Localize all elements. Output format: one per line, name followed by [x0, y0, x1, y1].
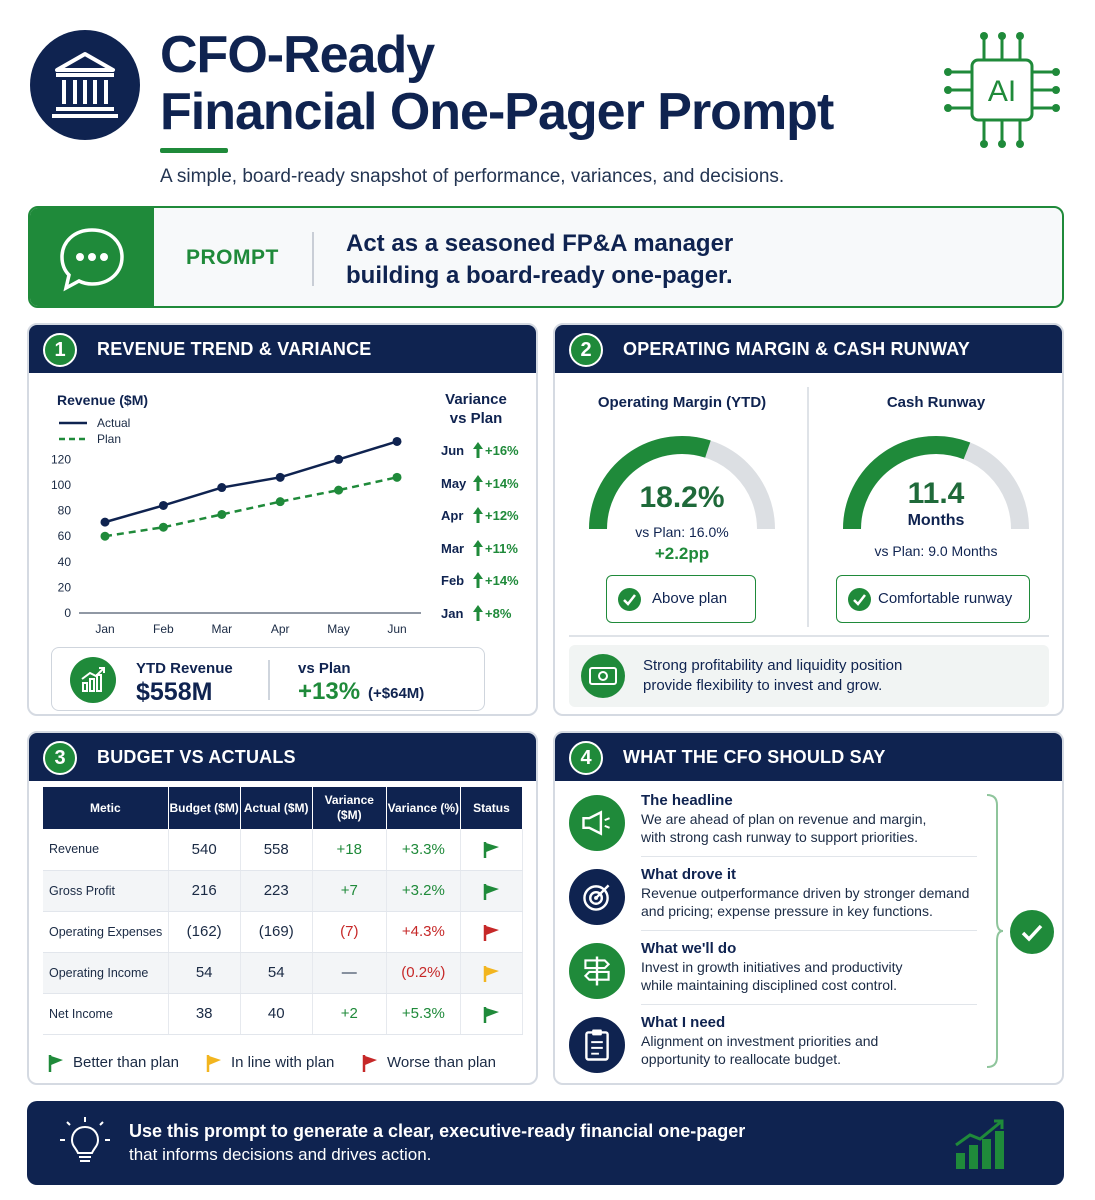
series-line-actual [105, 441, 397, 522]
margin-status-text: Above plan [652, 590, 728, 607]
x-tick-label: Mar [211, 622, 233, 636]
up-arrow-icon [472, 539, 484, 557]
x-tick-label: Jan [95, 622, 115, 636]
cell-var: +7 [312, 870, 386, 911]
talking-point-title: What drove it [641, 866, 737, 883]
cell-pct: +3.2% [386, 870, 460, 911]
margin-delta: +2.2pp [654, 544, 710, 563]
talking-point-title: What I need [641, 1014, 726, 1031]
cell-budget: (162) [168, 911, 240, 952]
bracket-line [985, 793, 1005, 1069]
variance-month: Apr [441, 508, 464, 523]
y-tick-label: 40 [57, 554, 71, 569]
data-point-actual [159, 501, 168, 510]
section-number-badge: 2 [569, 333, 603, 367]
cell-pct: +4.3% [386, 911, 460, 952]
footer-banner [27, 1101, 1064, 1185]
panel-title: BUDGET VS ACTUALS [97, 747, 296, 767]
page-title-line1: CFO-Ready [160, 26, 435, 84]
prompt-text-line1: Act as a seasoned FP&A manager [346, 230, 734, 257]
budget-vs-actuals-panel [27, 731, 538, 1085]
data-point-actual [101, 518, 110, 527]
talking-point-line1: We are ahead of plan on revenue and margin, [641, 811, 927, 827]
lightbulb-icon [57, 1115, 113, 1171]
cell-actual: 54 [240, 952, 312, 993]
flag-amber-icon [205, 1053, 225, 1073]
cell-budget: 38 [168, 993, 240, 1034]
talking-point-line1: Invest in growth initiatives and productivity [641, 959, 903, 975]
up-arrow-icon [472, 441, 484, 459]
y-tick-label: 60 [57, 529, 71, 544]
cell-pct: +5.3% [386, 993, 460, 1034]
footer-line2: that informs decisions and drives action. [129, 1145, 432, 1164]
variance-header-line1: Variance [445, 391, 507, 408]
prompt-icon-box [30, 208, 154, 306]
chat-bubble-icon [30, 208, 154, 308]
x-tick-label: May [327, 622, 350, 636]
approved-check-icon [1010, 910, 1054, 954]
legend-inline: In line with plan [231, 1054, 335, 1071]
table-row [43, 870, 523, 911]
talking-point-line1: Alignment on investment priorities and [641, 1033, 879, 1049]
separator [641, 856, 977, 857]
cell-metric: Operating Income [43, 952, 168, 993]
data-point-plan [101, 532, 110, 541]
talking-point-title: What we'll do [641, 940, 737, 957]
y-tick-label: 120 [50, 452, 71, 467]
page-subtitle: A simple, board-ready snapshot of performance, variances, and decisions. [160, 166, 785, 187]
panel-header [555, 325, 1062, 373]
flag-better-icon [482, 840, 500, 858]
separator [641, 930, 977, 931]
clipboard-icon [569, 1017, 625, 1073]
flag-green-icon [47, 1053, 67, 1073]
data-point-plan [276, 497, 285, 506]
margin-runway-panel [553, 323, 1064, 716]
cell-actual: (169) [240, 911, 312, 952]
column-header: Metic [43, 787, 168, 829]
footer-line1: Use this prompt to generate a clear, executive-ready financial one-pager [129, 1121, 746, 1141]
cell-budget: 54 [168, 952, 240, 993]
cell-status [460, 870, 522, 911]
variance-value: +16% [485, 443, 519, 458]
margin-value: 18.2% [639, 481, 725, 514]
cell-actual: 40 [240, 993, 312, 1034]
variance-month: May [441, 475, 467, 491]
target-icon [569, 869, 625, 925]
column-header: Status [460, 787, 522, 829]
ai-chip-label: AI [987, 75, 1017, 108]
data-point-actual [276, 473, 285, 482]
cell-metric: Operating Expenses [43, 911, 168, 952]
column-header: Variance ($M) [312, 787, 386, 829]
talking-point-line2: while maintaining disciplined cost control. [641, 977, 898, 993]
ytd-divider [268, 660, 270, 700]
flag-red-icon [361, 1053, 381, 1073]
x-tick-label: Feb [153, 622, 174, 636]
data-point-plan [159, 523, 168, 532]
flag-worse-icon [482, 923, 500, 941]
cell-metric: Revenue [43, 829, 168, 870]
up-arrow-icon [472, 474, 484, 492]
ytd-summary-box [51, 647, 485, 711]
margin-label: Operating Margin (YTD) [597, 394, 767, 411]
talking-point-line2: with strong cash runway to support priorities. [641, 829, 919, 845]
ai-chip-icon [940, 28, 1064, 152]
megaphone-icon [569, 795, 625, 851]
table-row [43, 993, 523, 1034]
ytd-label: YTD Revenue [136, 660, 233, 677]
data-point-actual [393, 437, 402, 446]
data-point-actual [334, 455, 343, 464]
x-tick-label: Jun [387, 622, 407, 636]
panel-title: WHAT THE CFO SHOULD SAY [623, 747, 886, 767]
summary-line2: provide flexibility to invest and grow. [643, 677, 883, 694]
variance-value: +11% [485, 540, 518, 556]
cell-budget: 216 [168, 870, 240, 911]
talking-point-line2: and pricing; expense pressure in key functions. [641, 903, 933, 919]
talking-point-title: The headline [641, 792, 733, 809]
prompt-label: PROMPT [186, 246, 279, 269]
runway-status-badge [836, 575, 1030, 623]
separator [641, 1004, 977, 1005]
panel-title: REVENUE TREND & VARIANCE [97, 339, 372, 359]
summary-box [569, 645, 1049, 707]
y-tick-label: 80 [57, 503, 71, 518]
status-legend [45, 1051, 535, 1075]
y-tick-label: 20 [57, 580, 71, 595]
legend-worse: Worse than plan [387, 1054, 496, 1071]
growth-chart-icon [70, 657, 116, 703]
y-tick-label: 100 [50, 478, 71, 492]
cell-metric: Net Income [43, 993, 168, 1034]
column-header: Actual ($M) [240, 787, 312, 829]
flag-inline-icon [482, 964, 500, 982]
legend-better: Better than plan [73, 1054, 179, 1071]
data-point-actual [217, 483, 226, 492]
runway-unit: Months [907, 512, 965, 529]
summary-line1: Strong profitability and liquidity position [643, 657, 903, 674]
runway-status-text: Comfortable runway [878, 590, 1013, 607]
talking-point-line1: Revenue outperformance driven by stronger demand [641, 885, 970, 901]
cell-status [460, 993, 522, 1034]
section-number-badge: 1 [43, 333, 77, 367]
check-icon [848, 588, 871, 611]
table-row [43, 911, 523, 952]
cell-pct: +3.3% [386, 829, 460, 870]
summary-divider [569, 635, 1049, 637]
cell-budget: 540 [168, 829, 240, 870]
legend-label-plan: Plan [97, 432, 122, 446]
variance-month: Mar [441, 540, 465, 556]
panel-header [29, 325, 536, 373]
table-row [43, 829, 523, 870]
cell-actual: 223 [240, 870, 312, 911]
talking-point-line2: opportunity to reallocate budget. [641, 1051, 842, 1067]
prompt-banner [28, 206, 1064, 308]
runway-label: Cash Runway [886, 394, 986, 411]
growth-chart-icon [952, 1115, 1012, 1171]
panel-title: OPERATING MARGIN & CASH RUNWAY [623, 339, 971, 359]
cell-var: +18 [312, 829, 386, 870]
table-header-row [43, 787, 523, 829]
margin-vs-plan: vs Plan: 16.0% [635, 524, 729, 540]
cell-metric: Gross Profit [43, 870, 168, 911]
panel-header [29, 733, 536, 781]
vs-plan-detail: (+$64M) [368, 685, 425, 702]
variance-value: +14% [485, 475, 519, 491]
variance-month: Jan [441, 605, 464, 621]
cell-status [460, 911, 522, 952]
check-icon [618, 588, 641, 611]
cell-status [460, 952, 522, 993]
page-title-line2: Financial One-Pager Prompt [160, 83, 834, 141]
title-accent-bar [160, 148, 228, 153]
column-header: Variance (%) [386, 787, 460, 829]
up-arrow-icon [472, 571, 484, 589]
variance-value: +12% [485, 508, 519, 523]
variance-header-line2: vs Plan [449, 410, 503, 427]
cell-status [460, 829, 522, 870]
variance-value: +8% [485, 605, 512, 621]
ytd-value: $558M [136, 678, 213, 706]
data-point-plan [217, 510, 226, 519]
panel-header [555, 733, 1062, 781]
prompt-divider [312, 232, 314, 286]
up-arrow-icon [472, 604, 484, 622]
cash-icon [581, 654, 625, 698]
cell-var: (7) [312, 911, 386, 952]
section-number-badge: 4 [569, 741, 603, 775]
logo [30, 30, 140, 140]
revenue-line-chart [29, 373, 439, 643]
cell-var: — [312, 952, 386, 993]
y-tick-label: 0 [64, 606, 71, 620]
x-tick-label: Apr [270, 622, 290, 636]
series-line-plan [105, 477, 397, 536]
data-point-plan [334, 486, 343, 495]
table-row [43, 952, 523, 993]
up-arrow-icon [472, 506, 484, 524]
section-number-badge: 3 [43, 741, 77, 775]
data-point-plan [393, 473, 402, 482]
budget-vs-actuals-table [43, 787, 523, 1035]
cell-var: +2 [312, 993, 386, 1034]
vs-plan-label: vs Plan [298, 660, 351, 677]
runway-value: 11.4 [907, 477, 965, 510]
flag-better-icon [482, 882, 500, 900]
flag-better-icon [482, 1005, 500, 1023]
cell-pct: (0.2%) [386, 952, 460, 993]
column-header: Budget ($M) [168, 787, 240, 829]
variance-month: Jun [441, 443, 465, 458]
chart-title: Revenue ($M) [57, 392, 149, 408]
prompt-text-line2: building a board-ready one-pager. [346, 262, 733, 289]
signpost-icon [569, 943, 625, 999]
variance-month: Feb [441, 573, 465, 588]
variance-value: +14% [485, 573, 519, 588]
cell-actual: 558 [240, 829, 312, 870]
cfo-talking-points-panel [553, 731, 1064, 1085]
bank-building-icon [30, 30, 140, 140]
runway-vs-plan: vs Plan: 9.0 Months [874, 543, 998, 559]
revenue-trend-panel [27, 323, 538, 716]
margin-status-badge [606, 575, 756, 623]
vs-plan-value: +13% [298, 678, 361, 705]
legend-label-actual: Actual [97, 416, 131, 430]
